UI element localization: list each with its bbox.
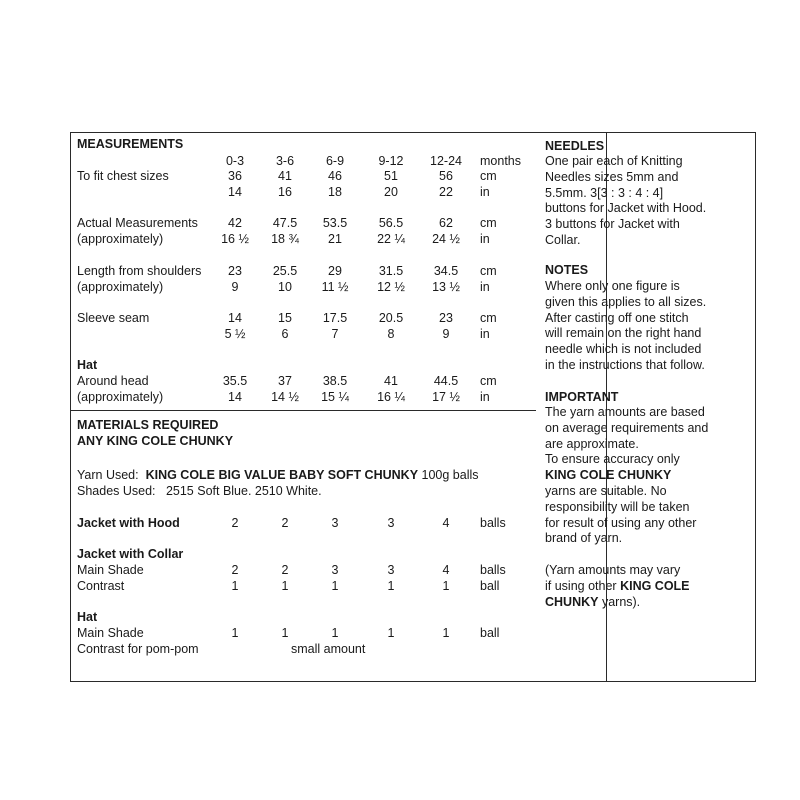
qty-value: 1	[281, 579, 289, 593]
qty-value: 3	[387, 563, 395, 577]
cm-value: 56.5	[378, 216, 404, 230]
needles-line: buttons for Jacket with Hood.	[545, 201, 707, 216]
inch-value: 22	[439, 185, 453, 199]
inch-value: 18 ¾	[271, 232, 299, 246]
row-label: (approximately)	[77, 280, 164, 294]
cm-value: 17.5	[322, 311, 348, 325]
shades-used-line	[77, 484, 322, 499]
cm-value: 47.5	[272, 216, 298, 230]
row-label: Sleeve seam	[77, 311, 150, 325]
needles-heading: NEEDLES	[545, 139, 605, 153]
contrast-label: Contrast	[77, 579, 125, 593]
qty-value: 1	[442, 579, 450, 593]
qty-value: 2	[231, 516, 239, 530]
qty-value: 2	[231, 563, 239, 577]
cm-value: 53.5	[322, 216, 348, 230]
cm-value: 62	[439, 216, 453, 230]
measurements-heading: MEASUREMENTS	[77, 137, 184, 151]
cm-value: 15	[278, 311, 292, 325]
inch-value: 18	[328, 185, 342, 199]
inch-value: 24 ½	[432, 232, 460, 246]
unit-label: cm	[480, 169, 497, 183]
inch-value: 16 ¼	[377, 390, 405, 404]
important-line: for result of using any other	[545, 515, 697, 530]
notes-line: After casting off one stitch	[545, 310, 689, 325]
notes-heading: NOTES	[545, 263, 589, 277]
inch-value: 20	[384, 185, 398, 199]
qty-value: 4	[442, 516, 450, 530]
qty-unit: balls	[480, 516, 506, 530]
pattern-info-sheet	[70, 132, 756, 682]
notes-line: in the instructions that follow.	[545, 357, 705, 372]
qty-value: 1	[331, 579, 339, 593]
qty-value: 1	[387, 626, 395, 640]
main-shade-label: Main Shade	[77, 626, 144, 640]
unit-label: in	[480, 327, 490, 341]
hat-heading: Hat	[77, 358, 98, 372]
inch-value: 6	[281, 327, 289, 341]
cm-value: 23	[228, 264, 242, 278]
shades-used-label: Shades Used:	[77, 484, 156, 498]
hat-materials-label: Hat	[77, 610, 98, 624]
inch-value: 11 ½	[321, 280, 349, 294]
qty-value: 3	[387, 516, 395, 530]
inch-value: 16	[278, 185, 292, 199]
unit-label: cm	[480, 311, 497, 325]
unit-label: cm	[480, 374, 497, 388]
inch-value: 5 ½	[224, 327, 246, 341]
section-divider	[71, 410, 536, 411]
size-header: 6-9	[325, 154, 345, 168]
cm-value: 41	[278, 169, 292, 183]
qty-value: 4	[442, 563, 450, 577]
vary-end: yarns).	[598, 594, 641, 609]
qty-unit: balls	[480, 563, 506, 577]
qty-value: 3	[331, 516, 339, 530]
qty-value: 3	[331, 563, 339, 577]
row-label: Around head	[77, 374, 149, 388]
notes-line: needle which is not included	[545, 342, 702, 357]
important-line: responsibility will be taken	[545, 499, 690, 514]
size-header: 0-3	[225, 154, 245, 168]
inch-value: 8	[387, 327, 395, 341]
cm-value: 56	[439, 169, 453, 183]
cm-value: 51	[384, 169, 398, 183]
important-line: brand of yarn.	[545, 531, 623, 546]
notes-line: given this applies to all sizes.	[545, 294, 707, 309]
notes-line: will remain on the right hand	[545, 326, 702, 341]
important-heading: IMPORTANT	[545, 390, 619, 404]
qty-value: 1	[387, 579, 395, 593]
yarn-used-label: Yarn Used:	[77, 468, 139, 482]
cm-value: 31.5	[378, 264, 404, 278]
unit-label: in	[480, 185, 490, 199]
yarn-name: KING COLE BIG VALUE BABY SOFT CHUNKY	[145, 468, 419, 482]
main-shade-label: Main Shade	[77, 563, 144, 577]
important-line: yarns are suitable. No	[545, 483, 667, 498]
row-label: To fit chest sizes	[77, 169, 169, 183]
pompom-amount: small amount	[291, 642, 366, 656]
cm-value: 14	[228, 311, 242, 325]
cm-value: 20.5	[378, 311, 404, 325]
jacket-collar-label: Jacket with Collar	[77, 547, 184, 561]
cm-value: 41	[384, 374, 398, 388]
needles-line: Collar.	[545, 232, 581, 247]
inch-value: 7	[331, 327, 339, 341]
unit-label: in	[480, 280, 490, 294]
cm-value: 35.5	[222, 374, 248, 388]
cm-value: 38.5	[322, 374, 348, 388]
inch-value: 14 ½	[271, 390, 299, 404]
important-brand: KING COLE CHUNKY	[545, 468, 672, 483]
vary-line	[545, 579, 708, 595]
qty-value: 1	[442, 626, 450, 640]
size-header: 12-24	[430, 154, 462, 168]
qty-unit: ball	[480, 579, 500, 593]
cm-value: 34.5	[433, 264, 459, 278]
inch-value: 16 ½	[221, 232, 249, 246]
inch-value: 13 ½	[432, 280, 460, 294]
cm-value: 44.5	[433, 374, 459, 388]
important-line: To ensure accuracy only	[545, 452, 680, 467]
inch-value: 21	[328, 232, 342, 246]
inch-value: 15 ¼	[321, 390, 349, 404]
vary-brand: CHUNKY	[545, 594, 599, 609]
months-label: months	[480, 154, 521, 168]
qty-value: 1	[231, 626, 239, 640]
cm-value: 23	[439, 311, 453, 325]
unit-label: in	[480, 390, 490, 404]
qty-unit: ball	[480, 626, 500, 640]
pompom-label: Contrast for pom-pom	[77, 642, 199, 656]
needles-line: Needles sizes 5mm and	[545, 169, 679, 184]
vary-brand: KING COLE	[620, 578, 690, 593]
inch-value: 12 ½	[377, 280, 405, 294]
row-label: Length from shoulders	[77, 264, 202, 278]
shades-list: 2515 Soft Blue. 2510 White.	[165, 484, 322, 498]
important-line: on average requirements and	[545, 420, 709, 435]
needles-line: 3 buttons for Jacket with	[545, 217, 680, 232]
qty-value: 1	[331, 626, 339, 640]
cm-value: 25.5	[272, 264, 298, 278]
materials-heading-line-2: ANY KING COLE CHUNKY	[77, 434, 234, 448]
cm-value: 29	[328, 264, 342, 278]
row-label: Actual Measurements	[77, 216, 198, 230]
unit-label: in	[480, 232, 490, 246]
needles-text	[545, 154, 706, 249]
notes-line: Where only one figure is	[545, 279, 680, 293]
needles-line: 5.5mm. 3[3 : 3 : 4 : 4]	[545, 185, 664, 200]
inch-value: 14	[228, 185, 242, 199]
row-label: (approximately)	[77, 390, 164, 404]
jacket-hood-label: Jacket with Hood	[77, 516, 180, 530]
unit-label: cm	[480, 264, 497, 278]
inch-value: 17 ½	[432, 390, 460, 404]
inch-value: 10	[278, 280, 292, 294]
vary-line	[545, 595, 708, 611]
row-label: (approximately)	[77, 232, 164, 246]
needles-line: One pair each of Knitting	[545, 154, 683, 168]
qty-value: 1	[281, 626, 289, 640]
important-line: are approximate.	[545, 436, 639, 451]
important-text	[545, 405, 708, 610]
vary-line: (Yarn amounts may vary	[545, 562, 681, 577]
inch-value: 14	[228, 390, 242, 404]
qty-value: 2	[281, 516, 289, 530]
size-header: 9-12	[378, 154, 404, 168]
yarn-weight: 100g balls	[421, 468, 479, 482]
size-header: 3-6	[275, 154, 295, 168]
cm-value: 36	[228, 169, 242, 183]
cm-value: 42	[228, 216, 242, 230]
materials-heading-line-1: MATERIALS REQUIRED	[77, 418, 219, 432]
important-line: The yarn amounts are based	[545, 405, 705, 419]
unit-label: cm	[480, 216, 497, 230]
inch-value: 22 ¼	[377, 232, 405, 246]
inch-value: 9	[442, 327, 450, 341]
notes-text	[545, 279, 706, 374]
cm-value: 37	[278, 374, 292, 388]
vary-text: if using other	[545, 578, 617, 593]
yarn-used-line	[77, 468, 479, 483]
inch-value: 9	[231, 280, 239, 294]
qty-value: 1	[231, 579, 239, 593]
cm-value: 46	[328, 169, 342, 183]
qty-value: 2	[281, 563, 289, 577]
